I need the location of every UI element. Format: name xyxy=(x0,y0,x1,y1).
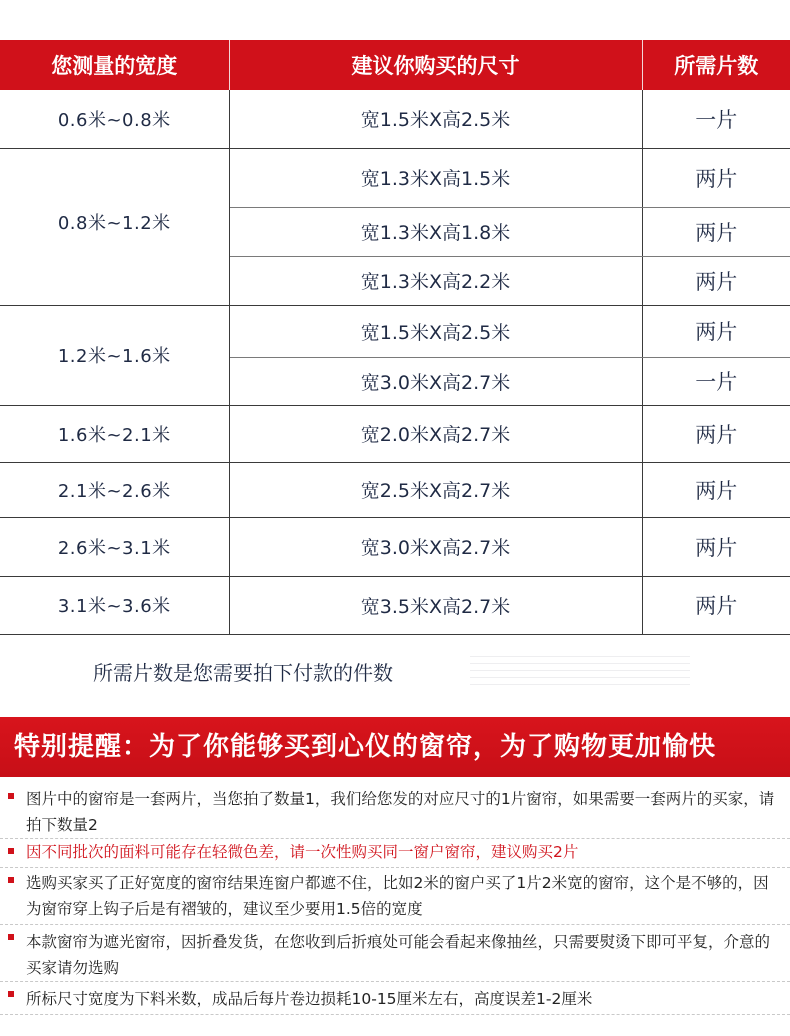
reminder-text: 选购买家买了正好宽度的窗帘结果连窗户都遮不住，比如2米的窗户买了1片2米宽的窗帘，这个是不够的，因为窗帘穿上钩子后是有褶皱的，建议至少要用1.5倍的宽度 xyxy=(26,874,769,918)
table-row xyxy=(0,90,790,148)
size-guide-table xyxy=(0,40,790,635)
measured-width-cell: 2.6米~3.1米 xyxy=(0,517,229,576)
bullet-square-icon xyxy=(8,991,14,997)
suggested-size-cell: 宽3.0米X高2.7米 xyxy=(229,517,642,576)
bullet-square-icon xyxy=(8,934,14,940)
bullet-square-icon xyxy=(8,793,14,799)
panel-count-cell: 两片 xyxy=(642,405,790,462)
measured-width-cell: 1.2米~1.6米 xyxy=(0,305,229,405)
header-panel-count: 所需片数 xyxy=(642,40,790,90)
suggested-size-cell: 宽1.3米X高1.8米 xyxy=(229,207,642,256)
table-row xyxy=(0,148,790,207)
panel-count-cell: 两片 xyxy=(642,462,790,517)
suggested-size-cell: 宽1.3米X高2.2米 xyxy=(229,256,642,305)
reminder-text: 本款窗帘为遮光窗帘，因折叠发货，在您收到后折痕处可能会看起来像抽丝，只需要熨烫下即可平复，介意的买家请勿选购 xyxy=(26,933,771,977)
measured-width-cell: 1.6米~2.1米 xyxy=(0,405,229,462)
reminder-text: 图片中的窗帘是一套两片，当您拍了数量1，我们给您发的对应尺寸的1片窗帘，如果需要一套两片的买家，请拍下数量2 xyxy=(26,790,775,834)
panel-count-note: 所需片数是您需要拍下付款的件数 xyxy=(93,661,393,685)
list-item xyxy=(0,925,790,982)
table-header-row xyxy=(0,40,790,90)
suggested-size-cell: 宽2.5米X高2.7米 xyxy=(229,462,642,517)
table-row xyxy=(0,405,790,462)
suggested-size-cell: 宽1.3米X高1.5米 xyxy=(229,148,642,207)
panel-count-cell: 两片 xyxy=(642,207,790,256)
panel-count-cell: 一片 xyxy=(642,357,790,405)
list-item xyxy=(0,839,790,868)
measured-width-cell: 3.1米~3.6米 xyxy=(0,576,229,634)
reminder-list xyxy=(0,784,790,1015)
measured-width-cell: 2.1米~2.6米 xyxy=(0,462,229,517)
suggested-size-cell: 宽3.0米X高2.7米 xyxy=(229,357,642,405)
measured-width-cell: 0.6米~0.8米 xyxy=(0,90,229,148)
reminder-text: 所标尺寸宽度为下料米数，成品后每片卷边损耗10-15厘米左右，高度误差1-2厘米 xyxy=(26,990,593,1008)
panel-count-cell: 两片 xyxy=(642,576,790,634)
list-item xyxy=(0,868,790,925)
special-reminder-banner: 特别提醒：为了你能够买到心仪的窗帘，为了购物更加愉快 xyxy=(0,717,790,777)
panel-count-cell: 两片 xyxy=(642,256,790,305)
table-row xyxy=(0,305,790,357)
panel-count-cell: 一片 xyxy=(642,90,790,148)
bullet-square-icon xyxy=(8,848,14,854)
table-row xyxy=(0,462,790,517)
suggested-size-cell: 宽2.0米X高2.7米 xyxy=(229,405,642,462)
table-row xyxy=(0,576,790,634)
suggested-size-cell: 宽3.5米X高2.7米 xyxy=(229,576,642,634)
list-item xyxy=(0,982,790,1015)
header-suggested-size: 建议你购买的尺寸 xyxy=(229,40,642,90)
measured-width-cell: 0.8米~1.2米 xyxy=(0,148,229,305)
reminder-text: 因不同批次的面料可能存在轻微色差，请一次性购买同一窗户窗帘，建议购买2片 xyxy=(26,843,579,861)
panel-count-cell: 两片 xyxy=(642,517,790,576)
suggested-size-cell: 宽1.5米X高2.5米 xyxy=(229,305,642,357)
table-row xyxy=(0,517,790,576)
list-item xyxy=(0,784,790,839)
suggested-size-cell: 宽1.5米X高2.5米 xyxy=(229,90,642,148)
panel-count-cell: 两片 xyxy=(642,148,790,207)
decorative-faint-lines xyxy=(470,650,690,690)
panel-count-cell: 两片 xyxy=(642,305,790,357)
header-measured-width: 您测量的宽度 xyxy=(0,40,229,90)
bullet-square-icon xyxy=(8,877,14,883)
